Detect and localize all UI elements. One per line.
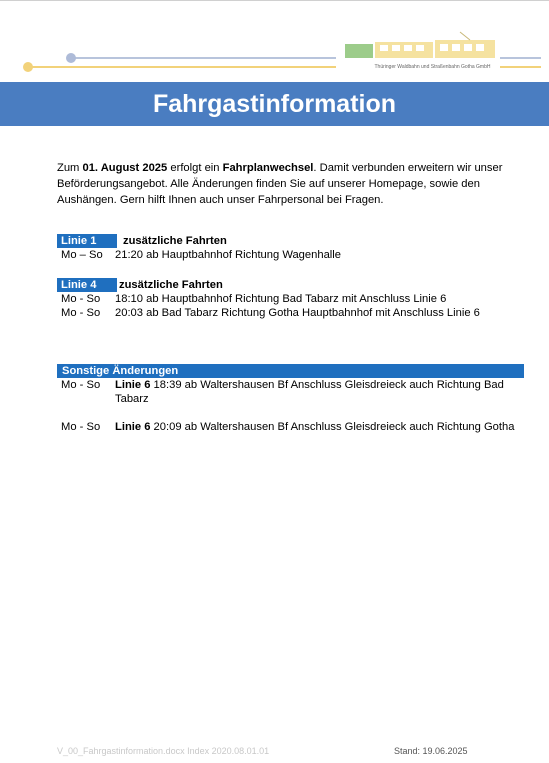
intro-text-2: erfolgt ein (167, 162, 223, 174)
row-days: Mo – So (61, 249, 103, 261)
row-text: 20:09 ab Waltershausen Bf Anschluss Gleisdreieck auch Richtung Gotha (150, 421, 515, 433)
sonstige-row (57, 378, 524, 406)
linie1-label: Linie 1 (57, 234, 117, 248)
linie1-row (57, 248, 527, 262)
top-border (0, 0, 549, 1)
logo-caption: Thüringer Waldbahn und Straßenbahn Gotha GmbH (374, 64, 491, 70)
row-text: 18:10 ab Hauptbahnhof Richtung Bad Tabarz mit Anschluss Linie 6 (115, 293, 447, 305)
row-line: Linie 6 (115, 421, 151, 433)
row-days: Mo - So (61, 293, 101, 305)
footer-date: Stand: 19.06.2025 (394, 746, 468, 756)
row-text: 21:20 ab Hauptbahnhof Richtung Wagenhalle (115, 249, 341, 261)
sonstige-row (57, 420, 524, 434)
row-days: Mo - So (61, 421, 101, 433)
row-text: 18:39 ab Waltershausen Bf Anschluss Gleisdreieck auch Richtung Bad Tabarz (115, 379, 504, 405)
linie4-heading: zusätzliche Fahrten (119, 279, 223, 291)
row-text: 20:03 ab Bad Tabarz Richtung Gotha Hauptbahnhof mit Anschluss Linie 6 (115, 307, 480, 319)
intro-text-1: Zum (57, 162, 83, 174)
page-title: Fahrgastinformation (152, 90, 397, 118)
tram-logo-icon (345, 32, 495, 58)
intro-date: 01. August 2025 (82, 162, 168, 174)
linie1-heading: zusätzliche Fahrten (123, 235, 227, 247)
row-days: Mo - So (61, 379, 101, 391)
row-line: Linie 6 (115, 379, 151, 391)
intro-paragraph (57, 160, 527, 208)
sonstige-section (57, 364, 524, 434)
sonstige-heading: Sonstige Änderungen (57, 364, 524, 378)
row-days: Mo - So (61, 307, 101, 319)
footer-doc-index: V_00_Fahrgastinformation.docx Index 2020.08.01.01 (57, 746, 270, 756)
linie4-label: Linie 4 (57, 278, 117, 292)
title-banner (0, 82, 549, 126)
header-decoration (0, 30, 549, 80)
intro-change: Fahrplanwechsel (222, 162, 314, 174)
linie4-row (57, 292, 527, 306)
linie1-section (57, 234, 527, 262)
linie4-section (57, 278, 527, 320)
intro-text-3: . Damit verbunden erweitern wir unser Beförderungsangebot. Alle Änderungen finden Sie auf unserer Homepage, sowie den Aushängen. Gern hilft Ihnen auch unser Fahrpersonal bei Fragen. (57, 162, 503, 206)
linie4-row (57, 306, 527, 320)
